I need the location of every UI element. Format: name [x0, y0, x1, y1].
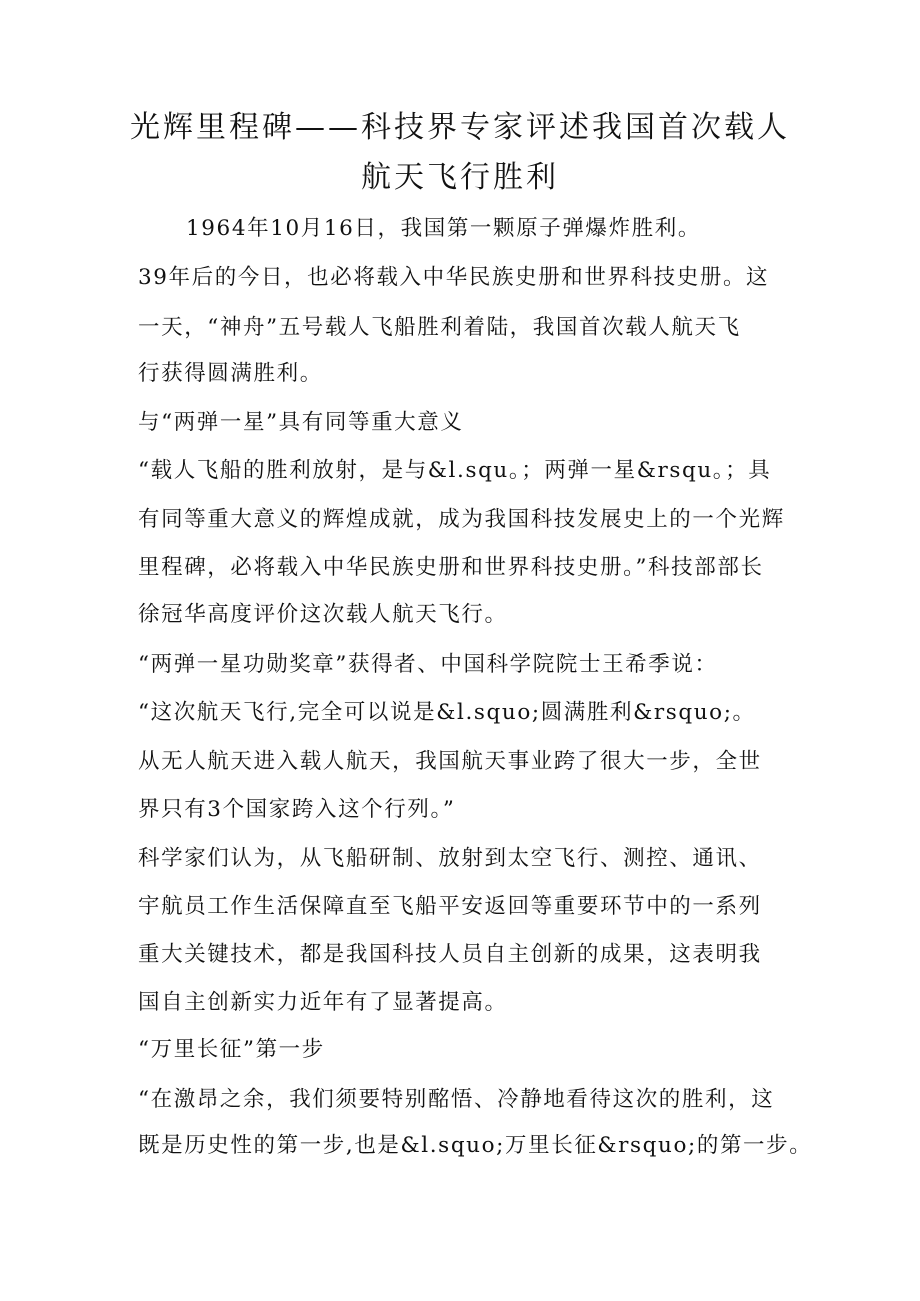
paragraph-line: 39年后的今日，也必将载入中华民族史册和世界科技史册。这: [138, 265, 770, 290]
paragraph-line: 徐冠华高度评价这次载人航天飞行。: [138, 602, 508, 627]
paragraph-line: “这次航天飞行,完全可以说是&l.squo;圆满胜利&rsquo;。: [138, 700, 756, 725]
paragraph-line: 科学家们认为，从飞船研制、放射到太空飞行、测控、通讯、: [138, 846, 762, 871]
paragraph-line: 宇航员工作生活保障直至飞船平安返回等重要环节中的一系列: [138, 894, 762, 919]
paragraph-line: 既是历史性的第一步,也是&l.squo;万里长征&rsquo;的第一步。: [138, 1133, 813, 1158]
paragraph-line: 一天，“神舟”五号载人飞船胜利着陆，我国首次载人航天飞: [138, 315, 741, 340]
paragraph-line: “两弹一星功勋奖章”获得者、中国科学院院士王希季说：: [138, 652, 718, 677]
document-title-line-1: 光辉里程碑——科技界专家评述我国首次载人: [130, 110, 790, 145]
paragraph-line: “在激昂之余，我们须要特别酩悟、冷静地看待这次的胜利，这: [138, 1087, 775, 1112]
paragraph-line: 有同等重大意义的辉煌成就，成为我国科技发展史上的一个光辉: [138, 507, 785, 532]
document-title-line-2: 航天飞行胜利: [361, 160, 559, 195]
section-heading: “万里长征”第一步: [138, 1037, 325, 1062]
paragraph-line: 国自主创新实力近年有了显著提高。: [138, 990, 508, 1015]
paragraph-line: 里程碑，必将载入中华民族史册和世界科技史册。”科技部部长: [138, 555, 764, 580]
paragraph-line: 从无人航天进入载人航天，我国航天事业跨了很大一步，全世: [138, 749, 762, 774]
paragraph-line: “载人飞船的胜利放射，是与&l.squ。；两弹一星&rsqu。；具: [138, 458, 772, 483]
section-heading: 与“两弹一星”具有同等重大意义: [138, 410, 464, 435]
paragraph-line: 界只有3个国家跨入这个行列。”: [138, 797, 456, 822]
paragraph-line: 行获得圆满胜利。: [138, 361, 323, 386]
paragraph-line: 重大关键技术，都是我国科技人员自主创新的成果，这表明我: [138, 942, 762, 967]
paragraph-line: 1964年10月16日，我国第一颗原子弹爆炸胜利。: [186, 216, 701, 241]
